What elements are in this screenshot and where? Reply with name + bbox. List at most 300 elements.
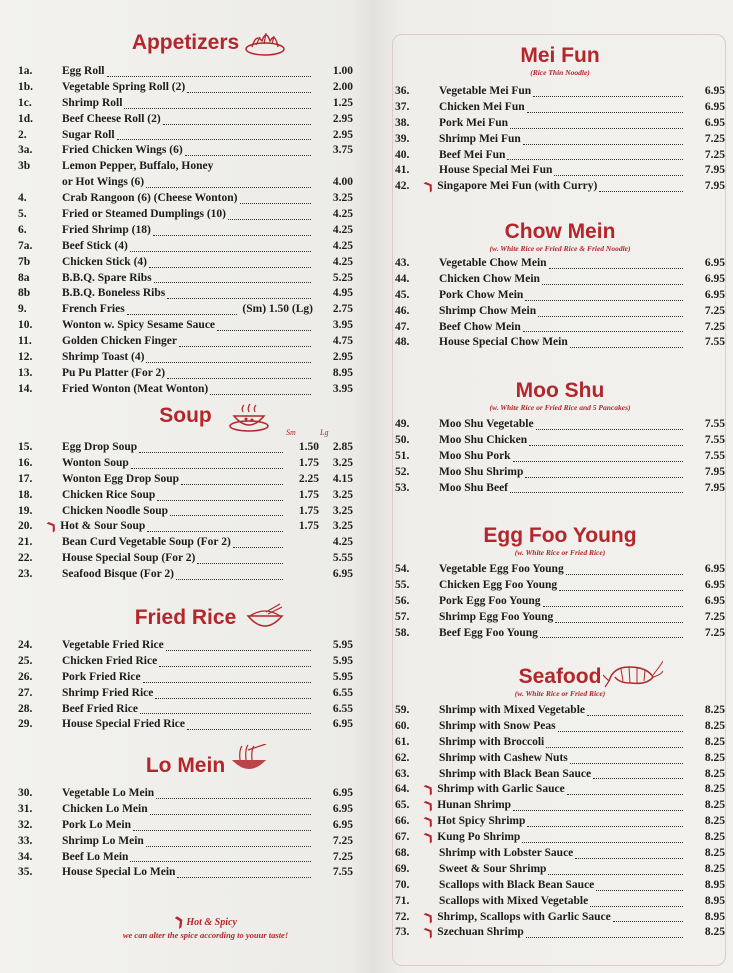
price-large: 2.85 [332,440,353,453]
chili-pepper-icon: ❯ [421,909,437,925]
item-number: 25. [18,654,33,667]
noodle-bowl-icon [228,744,270,774]
leader-dots [548,861,683,875]
menu-item-row [18,488,353,504]
item-name: Shrimp Chow Mein [439,304,537,317]
soup-small-label: Sm [286,428,296,437]
item-number: 15. [18,440,33,453]
item-price: 1.25 [332,96,353,109]
item-number: 64. [395,783,410,796]
item-number: 52. [395,465,410,478]
item-number: 61. [395,735,410,748]
item-price: 7.95 [704,465,725,478]
leader-dots [133,817,311,831]
item-price: 5.25 [332,271,353,284]
item-price: 8.95 [704,878,725,891]
leader-dots [154,269,311,283]
menu-item-row [395,767,725,783]
leader-dots [187,79,311,93]
leader-dots [542,271,683,285]
item-price: 8.25 [704,831,725,844]
leader-dots [166,637,311,651]
chow-mein-subtitle: (w. White Rice or Fried Rice & Fried Noodle) [489,244,631,253]
item-price: 6.95 [704,100,725,113]
lo-mein-section [18,754,353,881]
leader-dots [538,303,683,317]
mei-fun-subtitle: (Rice Thin Noodle) [530,68,590,77]
menu-item-row [18,567,353,583]
item-number: 37. [395,100,410,113]
menu-item-row [18,350,353,366]
item-name: Wonton Soup [62,456,129,469]
menu-item-row [395,719,725,735]
item-name: House Special Fried Rice [62,718,185,731]
item-number: 60. [395,719,410,732]
item-number: 67. [395,831,410,844]
menu-item-row [18,504,353,520]
item-name: Fried Shrimp (18) [62,223,151,236]
leader-dots [147,518,283,532]
menu-item-row [395,878,725,894]
leader-dots [140,700,311,714]
leader-dots [177,864,311,878]
item-name: Fried Wonton (Meat Wonton) [62,382,209,395]
menu-item-row [395,782,725,798]
item-number: 34. [18,850,33,863]
item-number: 8b [18,287,31,300]
leader-dots [130,238,311,252]
item-number: 5. [18,208,27,220]
item-number: 35. [18,866,33,879]
spice-note-text: we can alter the spice according to youur taste! [122,930,289,940]
item-price: 4.25 [332,255,353,268]
item-name: Pork Chow Mein [439,288,524,301]
menu-item-row [18,334,353,350]
menu-item-row [395,320,725,336]
leader-dots [510,115,683,129]
item-price: 2.95 [332,351,353,364]
leader-dots [529,432,683,446]
menu-item-row [395,862,725,878]
item-name: Shrimp with Cashew Nuts [439,751,568,764]
menu-item-row [395,465,725,481]
menu-item-row [395,594,725,610]
menu-item-row [18,802,353,818]
item-number: 71. [395,894,410,907]
item-name: Wonton w. Spicy Sesame Sauce [62,319,216,332]
item-name: Moo Shu Vegetable [439,417,534,430]
item-number: 54. [395,562,410,575]
item-number: 19. [18,504,33,517]
price-small: 1.75 [298,488,319,501]
item-number: 1d. [18,112,34,125]
item-number: 2. [18,128,27,141]
item-price: 4.25 [332,239,353,252]
moo-shu-list [395,417,725,496]
item-number: 72. [395,910,410,923]
item-name: Hot Spicy Shrimp [437,815,526,828]
chow-mein-section [395,220,725,351]
seafood-section [395,665,725,941]
item-number: 53. [395,481,410,494]
item-price: 6.95 [704,84,725,97]
egg-foo-young-list [395,562,725,641]
menu-item-row [395,449,725,465]
leader-dots [228,206,311,220]
item-number: 62. [395,751,410,764]
menu-item-row [395,814,725,830]
menu-item-row [395,179,725,195]
menu-item-row [395,116,725,132]
item-number: 31. [18,802,33,815]
item-number: 4. [18,192,27,205]
item-size-prices: (Sm) 1.50 (Lg) [242,303,313,316]
menu-item-row [395,610,725,626]
item-number: 47. [395,320,410,333]
leader-dots [526,924,683,938]
leader-dots [131,455,283,469]
menu-item-row [18,382,353,398]
item-number: 27. [18,686,33,699]
leader-dots [570,750,683,764]
leader-dots [179,333,311,347]
menu-item-row [18,456,353,472]
item-name: Hot & Sour Soup [60,520,146,533]
item-number: 6. [18,223,27,236]
chow-mein-title: Chow Mein [504,220,616,243]
leader-dots [150,801,311,815]
item-price: 4.75 [332,335,353,348]
menu-item-row [395,578,725,594]
menu-item-row [395,925,725,941]
item-number: 18. [18,488,33,501]
menu-item-row [395,100,725,116]
price-small: 1.75 [298,504,319,517]
item-name: Pork Mei Fun [439,116,508,129]
item-name: French Fries [62,303,125,316]
item-name: Vegetable Fried Rice [62,638,164,651]
item-price: 2.95 [332,112,353,125]
item-price: 6.95 [704,116,725,129]
menu-item-row [18,818,353,834]
chili-pepper-icon: ❯ [421,782,437,798]
fried-rice-list [18,638,353,733]
leader-dots [523,318,683,332]
item-price: 5.95 [332,654,353,667]
leader-dots [587,702,683,716]
item-price: 6.95 [704,562,725,575]
item-name: Pork Lo Mein [62,818,131,831]
menu-item-row [18,302,353,318]
shrimp-icon [603,659,663,689]
menu-item-row [18,654,353,670]
item-number: 11. [18,335,32,348]
leader-dots [570,334,683,348]
item-name: Chicken Fried Rice [62,654,158,667]
leader-dots [525,464,683,478]
item-number: 63. [395,767,410,780]
menu-item-row [18,519,353,535]
item-number: 13. [18,366,33,379]
item-price: 6.95 [704,272,725,285]
leader-dots [513,797,683,811]
leader-dots [555,609,683,623]
leader-dots [159,653,311,667]
leader-dots [217,317,311,331]
menu-item-row [395,417,725,433]
item-number: 57. [395,610,410,623]
item-name: Pork Fried Rice [62,670,141,683]
item-name: Fried or Steamed Dumplings (10) [62,208,226,220]
soup-section [18,404,353,583]
item-number: 55. [395,578,410,591]
item-number: 41. [395,164,410,177]
appetizer-plate-icon [244,27,286,57]
item-name: Hunan Shrimp [437,799,512,812]
item-price: 6.95 [332,718,353,731]
lo-mein-list [18,786,353,881]
hot-spicy-label: Hot & Spicy [186,917,237,928]
item-name: Shrimp Mei Fun [439,132,521,145]
soup-title: Soup [159,404,212,427]
appetizers-title: Appetizers [131,31,240,54]
chow-mein-list [395,256,725,351]
item-number: 21. [18,536,33,549]
leader-dots [566,561,683,575]
item-number: 70. [395,878,410,891]
item-price: 3.95 [332,382,353,395]
leader-dots [546,734,683,748]
item-number: 3b [18,160,31,173]
item-number: 17. [18,472,33,485]
item-name: Chicken Noodle Soup [62,504,169,517]
item-price: 8.25 [704,703,725,716]
item-number: 48. [395,336,410,349]
item-name: House Special Lo Mein [62,866,176,879]
seafood-subtitle: (w. White Rice or Fried Rice) [514,689,606,698]
leader-dots [143,669,311,683]
leader-dots [593,765,683,779]
item-name: Shrimp with Snow Peas [439,719,556,732]
price-large: 4.15 [332,472,353,485]
item-number: 51. [395,449,410,462]
price-large: 6.95 [332,568,353,581]
item-name: Beef Mei Fun [439,148,506,161]
leader-dots [507,146,683,160]
menu-item-row [18,159,353,175]
leader-dots [176,566,283,580]
leader-dots [590,893,683,907]
seafood-list [395,703,725,941]
menu-item-row [18,80,353,96]
leader-dots [107,63,312,77]
item-price: 4.95 [332,287,353,300]
item-price: 3.25 [332,192,353,205]
menu-item-row [18,551,353,567]
menu-item-row [18,366,353,382]
menu-item-row [18,255,353,271]
item-price: 7.55 [704,449,725,462]
leader-dots [510,479,683,493]
menu-item-row [395,894,725,910]
menu-item-row [395,735,725,751]
item-price: 7.25 [332,834,353,847]
chili-pepper-icon: ❯ [421,178,437,195]
item-name: Shrimp Egg Foo Young [439,610,554,623]
item-number: 1a. [18,64,33,77]
hot-spicy-note [58,915,353,940]
item-name: Wonton Egg Drop Soup [62,472,180,485]
leader-dots [181,471,283,485]
leader-dots [527,813,683,827]
menu-item-row [18,318,353,334]
item-price: 5.95 [332,638,353,651]
item-price: 6.95 [704,256,725,269]
item-number: 22. [18,552,33,565]
item-number: 42. [395,180,410,193]
item-price: 8.25 [704,847,725,859]
item-number: 39. [395,132,410,145]
menu-item-row [18,850,353,866]
item-name: Beef Cheese Roll (2) [62,112,161,125]
leader-dots [163,111,311,125]
item-price: 4.25 [332,208,353,220]
item-number: 46. [395,304,410,317]
leader-dots [549,255,683,269]
item-price: 8.95 [704,894,725,907]
menu-item-row [395,562,725,578]
item-price: 4.25 [332,223,353,236]
chili-pepper-icon: ❯ [421,813,437,829]
menu-item-row [395,163,725,179]
leader-dots [554,162,683,176]
item-number: 8a [18,271,30,284]
leader-dots [127,301,238,315]
leader-dots [124,95,311,109]
item-name: Bean Curd Vegetable Soup (For 2) [62,536,231,549]
item-number: 7b [18,255,31,268]
leader-dots [117,126,311,140]
item-price: 8.95 [332,366,353,379]
item-name: Shrimp Roll [62,96,123,109]
item-price: 7.95 [704,164,725,177]
item-number: 32. [18,818,33,831]
item-name: Moo Shu Chicken [439,433,528,446]
leader-dots [513,448,683,462]
item-name: Beef Lo Mein [62,850,129,863]
item-name: Vegetable Spring Roll (2) [62,80,186,93]
item-name: or Hot Wings (6) [62,176,145,189]
item-price: 7.25 [704,304,725,317]
menu-item-row [18,143,353,159]
menu-item-row [18,472,353,488]
chili-pepper-icon: ❯ [421,829,437,845]
item-name: Egg Roll [62,64,105,77]
item-price: 2.75 [332,303,353,316]
item-price: 7.25 [704,148,725,161]
item-number: 28. [18,702,33,715]
menu-item-row [18,191,353,207]
price-large: 3.25 [332,488,353,501]
leader-dots [153,222,311,236]
item-name: Sweet & Sour Shrimp [439,862,547,875]
item-number: 1c. [18,96,32,109]
menu-item-row [395,830,725,846]
item-number: 1b. [18,80,34,93]
leader-dots [233,534,283,548]
item-number: 26. [18,670,33,683]
leader-dots [146,349,311,363]
menu-item-row [395,132,725,148]
price-small: 2.25 [298,472,319,485]
menu-item-row [18,670,353,686]
item-name: Scallops with Black Bean Sauce [439,878,595,891]
leader-dots [523,131,683,145]
item-name: Seafood Bisque (For 2) [62,568,174,581]
mei-fun-list [395,84,725,195]
appetizers-section [18,31,353,398]
egg-foo-young-subtitle: (w. White Rice or Fried Rice) [514,548,606,557]
item-name: Shrimp with Lobster Sauce [439,847,574,859]
item-number: 65. [395,799,410,812]
item-name: Beef Stick (4) [62,239,128,252]
item-name: Shrimp with Broccoli [439,735,545,748]
price-large: 3.25 [332,520,353,533]
item-name: Egg Drop Soup [62,440,138,453]
item-name: Chicken Chow Mein [439,272,540,285]
menu-item-row [18,702,353,718]
price-large: 5.55 [332,552,353,565]
item-name: Vegetable Egg Foo Young [439,562,564,575]
item-number: 12. [18,351,33,364]
soup-large-label: Lg [320,428,329,437]
item-name: Moo Shu Beef [439,481,508,494]
item-price: 5.95 [332,670,353,683]
menu-item-row [18,239,353,255]
lo-mein-title: Lo Mein [145,754,226,777]
item-number: 73. [395,926,410,939]
egg-foo-young-section [395,524,725,641]
leader-dots [567,781,683,795]
item-name: House Special Soup (For 2) [62,552,196,565]
item-name: Pu Pu Platter (For 2) [62,366,166,379]
item-name: B.B.Q. Boneless Ribs [62,287,166,300]
leader-dots [575,845,683,859]
menu-item-row [18,440,353,456]
item-name: Pork Egg Foo Young [439,594,541,607]
item-name: Beef Fried Rice [62,702,138,715]
menu-item-row [18,223,353,239]
item-name: Fried Chicken Wings (6) [62,144,183,157]
item-price: 6.55 [332,702,353,715]
price-small: 1.75 [298,456,319,469]
item-number: 20. [18,520,33,533]
item-number: 49. [395,417,410,430]
item-name: Vegetable Mei Fun [439,84,532,97]
item-number: 14. [18,382,33,395]
menu-item-row [395,703,725,719]
item-name: Shrimp, Scallops with Garlic Sauce [437,910,611,923]
leader-dots [540,624,683,638]
menu-item-row [18,786,353,802]
item-name: Singapore Mei Fun (with Curry) [437,180,598,193]
menu-item-row [395,335,725,351]
leader-dots [155,685,311,699]
item-price: 7.55 [332,866,353,879]
menu-item-row [18,128,353,144]
item-price: 3.95 [332,319,353,332]
item-name: Shrimp with Black Bean Sauce [439,767,592,780]
